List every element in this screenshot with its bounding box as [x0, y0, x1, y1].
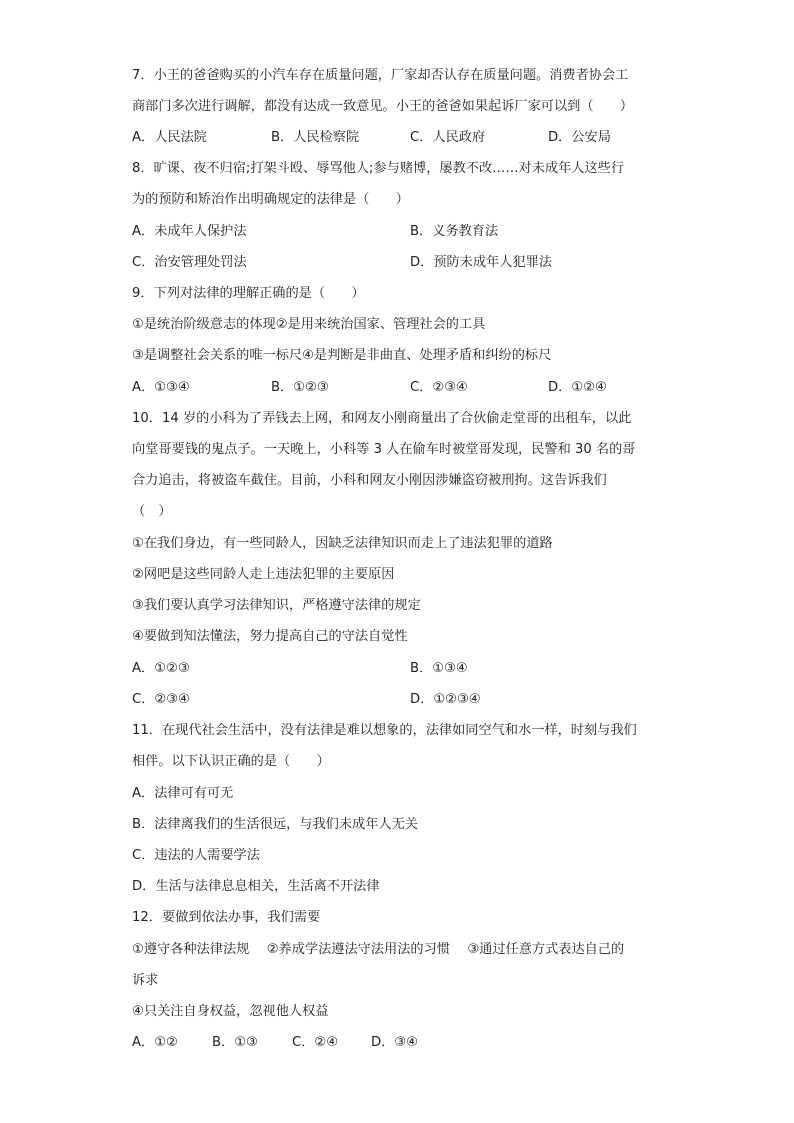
q11-stem-line-1: 11．在现代社会生活中，没有法律是难以想象的，法律如同空气和水一样，时刻与我们 — [132, 723, 637, 738]
q10-statement-4: ④要做到知法懂法，努力提高自己的守法自觉性 — [132, 629, 408, 644]
q7-stem-line-2: 商部门多次进行调解，都没有达成一致意见。小王的爸爸如果起诉厂家可以到（ ） — [132, 99, 634, 114]
q7-option-b: B．人民检察院 — [271, 130, 360, 145]
q9-option-d: D．①②④ — [548, 380, 607, 395]
q12-statement-4: ④只关注自身权益，忽视他人权益 — [132, 1004, 329, 1019]
q10-stem-line-2: 向堂哥要钱的鬼点子。一天晚上，小科等 3 人在偷车时被堂哥发现，民警和 30 名的哥 — [132, 442, 636, 457]
q9-option-b: B．①②③ — [271, 380, 329, 395]
q12-option-b: B．①③ — [212, 1035, 258, 1050]
q7-option-d: D．公安局 — [548, 130, 611, 145]
q10-option-d: D．①②③④ — [410, 692, 481, 707]
q10-stem-line-4: （ ） — [132, 504, 172, 519]
q12-option-a: A．①② — [132, 1035, 178, 1050]
q11-stem-line-2: 相伴。以下认识正确的是（ ） — [132, 754, 330, 769]
q11-option-a: A．法律可有可无 — [132, 786, 234, 801]
q12-option-d: D．③④ — [371, 1035, 418, 1050]
q8-option-a: A．未成年人保护法 — [132, 224, 247, 239]
q7-option-a: A．人民法院 — [132, 130, 207, 145]
q8-option-d: D．预防未成年人犯罪法 — [410, 255, 553, 270]
q9-statement-2: ③是调整社会关系的唯一标尺④是判断是非曲直、处理矛盾和纠纷的标尺 — [132, 348, 552, 363]
q10-option-c: C．②③④ — [132, 692, 190, 707]
q8-option-b: B．义务教育法 — [410, 224, 499, 239]
q9-stem: 9．下列对法律的理解正确的是（ ） — [132, 286, 365, 301]
q10-statement-1: ①在我们身边，有一些同龄人，因缺乏法律知识而走上了违法犯罪的道路 — [132, 536, 553, 551]
q12-statements-line-1: ①遵守各种法律法规 ②养成学法遵法守法用法的习惯 ③通过任意方式表达自己的 — [132, 942, 625, 957]
q11-option-d: D．生活与法律息息相关，生活离不开法律 — [132, 879, 380, 894]
q10-statement-3: ③我们要认真学习法律知识，严格遵守法律的规定 — [132, 598, 421, 613]
q9-statement-1: ①是统治阶级意志的体现②是用来统治国家、管理社会的工具 — [132, 317, 486, 332]
q10-option-b: B．①③④ — [410, 661, 468, 676]
q10-stem-line-3: 合力追击，将被盗车截住。目前，小科和网友小刚因涉嫌盗窃被刑拘。这告诉我们 — [132, 473, 607, 488]
q11-option-c: C．违法的人需要学法 — [132, 848, 260, 863]
q8-option-c: C．治安管理处罚法 — [132, 255, 247, 270]
q12-stem: 12．要做到依法办事，我们需要 — [132, 910, 321, 925]
q8-stem-line-2: 为的预防和矫治作出明确规定的法律是（ ） — [132, 192, 409, 207]
q12-statements-line-2: 诉求 — [132, 973, 159, 988]
q9-option-c: C．②③④ — [410, 380, 468, 395]
q10-statement-2: ②网吧是这些同龄人走上违法犯罪的主要原因 — [132, 567, 395, 582]
q11-option-b: B．法律离我们的生活很远，与我们未成年人无关 — [132, 817, 418, 832]
q10-stem-line-1: 10．14 岁的小科为了弄钱去上网，和网友小刚商量出了合伙偷走堂哥的出租车，以此 — [132, 411, 632, 426]
q9-option-a: A．①③④ — [132, 380, 190, 395]
q12-option-c: C．②④ — [292, 1035, 339, 1050]
q7-option-c: C．人民政府 — [410, 130, 486, 145]
q7-stem-line-1: 7．小王的爸爸购买的小汽车存在质量问题，厂家却否认存在质量问题。消费者协会工 — [132, 68, 629, 83]
q10-option-a: A．①②③ — [132, 661, 190, 676]
q8-stem-line-1: 8．旷课、夜不归宿;打架斗殴、辱骂他人;参与赌博，屡教不改……对未成年人这些行 — [132, 161, 625, 176]
